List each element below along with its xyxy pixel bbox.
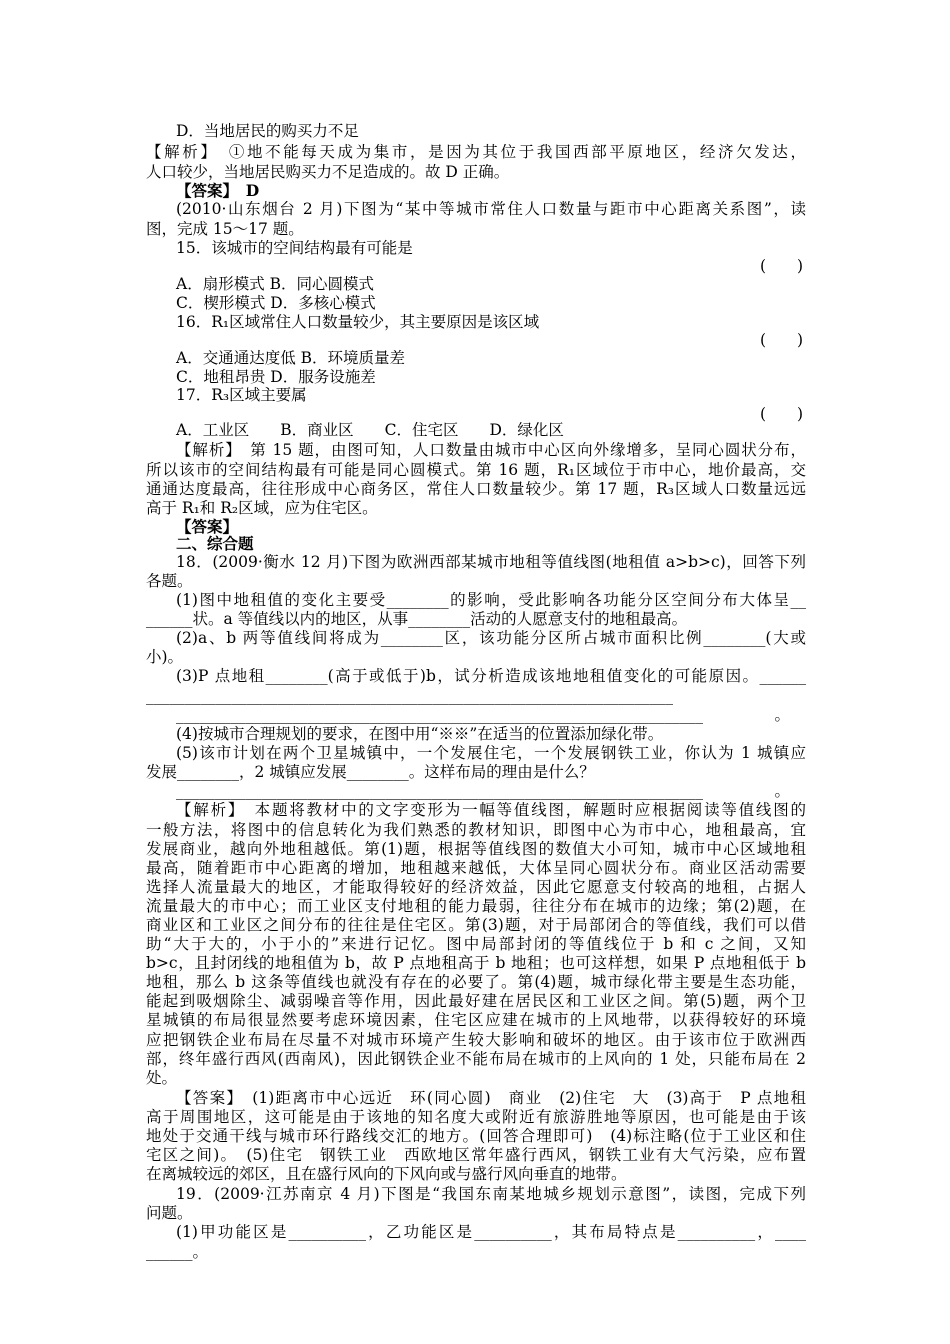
analysis-paragraph: 通通达度最高，往往形成中心商务区，常住人口数量较少。第 17 题，R₃区域人口数量远远 — [146, 480, 806, 498]
analysis-paragraph: 选择人流量最大的地区，才能取得较好的经济效益，因此它愿意支付较高的地租，占据人 — [146, 878, 806, 896]
question-19-1: ______。 — [146, 1243, 209, 1261]
question-18-1: ______状。a 等值线以内的地区，从事________活动的人愿意支付的地租最高。 — [146, 610, 688, 628]
analysis-paragraph: 星城镇的布局很显然要考虑环境因素，住宅区应建在城市的上风地带，以获得较好的环境 — [146, 1011, 806, 1029]
analysis-paragraph: 流量最大的市中心；而工业区支付地租的能力最弱，往往分布在城市的边缘；第(2)题，在 — [146, 897, 806, 915]
analysis-paragraph: 能起到吸烟除尘、减弱噪音等作用，因此最好建在居民区和工业区之间。第(5)题，两个卫 — [146, 992, 806, 1010]
answer-blank: ( ) — [760, 257, 804, 275]
analysis-paragraph: 所以该市的空间结构最有可能是同心圆模式。第 16 题，R₁区域位于市中心，地价最高，交 — [146, 461, 806, 479]
analysis-paragraph: 【解析】 第 15 题，由图可知，人口数量由城市中心区向外缘增多，呈同心圆状分布， — [176, 441, 806, 459]
answer-line-blank: ____________________________________________________________________。 — [176, 782, 790, 800]
answer-paragraph: 【答案】 (1)距离市中心远近 环(同心圆) 商业 (2)住宅 大 (3)高于 P 点地租 — [176, 1089, 806, 1107]
stem-paragraph: 图，完成 15～17 题。 — [146, 220, 304, 238]
question-18: 各题。 — [146, 572, 193, 590]
analysis-paragraph: 地租，那么 b 这条等值线也就没有存在的必要了。第(4)题，城市绿化带主要是生态功能， — [146, 973, 806, 991]
analysis-paragraph: 高于 R₁和 R₂区域，应为住宅区。 — [146, 499, 378, 517]
analysis-paragraph: 【解析】 ①地不能每天成为集市，是因为其位于我国西部平原地区，经济欠发达， — [146, 143, 806, 161]
question-17: 17．R₃区域主要属 — [176, 386, 307, 404]
question-18-1: (1)图中地租值的变化主要受________的影响，受此影响各功能分区空间分布大体呈__ — [176, 591, 806, 609]
analysis-paragraph: 商业区和工业区之间分布的往往是住宅区。第(3)题，对于局部闭合的等值线，我们可以借 — [146, 916, 806, 934]
analysis-paragraph: 应把钢铁企业布局在尽量不对城市环境产生较大影响和破坏的地区。由于该市位于欧洲西 — [146, 1031, 806, 1049]
analysis-paragraph: 助“大于大的，小于小的”来进行记忆。图中局部封闭的等值线位于 b 和 c 之间，又知 — [146, 935, 806, 953]
analysis-paragraph: 人口较少，当地居民购买力不足造成的。故 D 正确。 — [146, 163, 510, 181]
question-18-5: (5)该市计划在两个卫星城镇中，一个发展住宅，一个发展钢铁工业，你认为 1 城镇应 — [176, 744, 806, 762]
analysis-paragraph: 【解析】 本题将教材中的文字变形为一幅等值线图，解题时应根据阅读等值线图的 — [176, 801, 806, 819]
option-d: D．当地居民的购买力不足 — [176, 122, 359, 140]
options-15-ab: A．扇形模式 B．同心圆模式 — [176, 275, 375, 293]
options-16-ab: A．交通通达度低 B．环境质量差 — [176, 349, 406, 367]
analysis-paragraph: 发展商业，越向外地租越低。第(1)题，根据等值线图的数值大小可知，城市中心区域地租 — [146, 840, 806, 858]
analysis-paragraph: 处。 — [146, 1069, 178, 1087]
answer-paragraph: 宅区之间)。 (5)住宅 钢铁工业 西欧地区常年盛行西风，钢铁工业有大气污染，应布置 — [146, 1146, 806, 1164]
question-16: 16．R₁区域常住人口数量较少，其主要原因是该区域 — [176, 313, 540, 331]
analysis-paragraph: 最高，随着距市中心距离的增加，地租越来越低，大体呈同心圆状分布。商业区活动需要 — [146, 859, 806, 877]
analysis-paragraph: 一般方法，将图中的信息转化为我们熟悉的教材知识，即图中心为市中心，地租最高，宜 — [146, 821, 806, 839]
section-heading: 二、综合题 — [176, 534, 254, 553]
answer-line-blank: ____________________________________________________________________ — [146, 687, 673, 705]
answer-blank: ( ) — [760, 331, 804, 349]
answer-paragraph: 在离城较远的郊区，且在盛行风向的下风向或与盛行风向垂直的地带。 — [146, 1165, 627, 1183]
question-18-4: (4)按城市合理规划的要求，在图中用“※※”在适当的位置添加绿化带。 — [176, 725, 664, 743]
question-15: 15．该城市的空间结构最有可能是 — [176, 239, 413, 257]
answer-line: 【答案】 D — [176, 181, 260, 200]
answer-paragraph: 地处于交通干线与城市环行路线交汇的地方。(回答合理即可) (4)标注略(位于工业区和住 — [146, 1127, 806, 1145]
stem-paragraph: (2010·山东烟台 2 月)下图为“某中等城市常住人口数量与距市中心距离关系图”，读 — [176, 200, 806, 218]
question-18-2: (2)a、b 两等值线间将成为________区，该功能分区所占城市面积比例________(大或 — [176, 629, 806, 647]
options-16-cd: C．地租昂贵 D．服务设施差 — [176, 368, 376, 386]
analysis-paragraph: b>c，且封闭线的地租值为 b，故 P 点地租高于 b 地租；也可这样想，如果 P 点地租低于 b — [146, 954, 806, 972]
question-19: 问题。 — [146, 1204, 193, 1222]
options-15-cd: C．楔形模式 D．多核心模式 — [176, 294, 376, 312]
question-18: 18．(2009·衡水 12 月)下图为欧洲西部某城市地租等值线图(地租值 a>b>c)，回答下列 — [176, 553, 806, 571]
question-19: 19．(2009·江苏南京 4 月)下图是“我国东南某地城乡规划示意图”，读图，完成下列 — [176, 1185, 806, 1203]
question-18-5: 发展________，2 城镇应发展________。这样布局的理由是什么？ — [146, 763, 595, 781]
question-18-3: (3)P 点地租________(高于或低于)b，试分析造成该地地租值变化的可能原因。______ — [176, 667, 806, 685]
answer-line: 【答案】 — [176, 517, 239, 536]
answer-line-blank: ____________________________________________________________________。 — [176, 706, 790, 724]
options-17: A．工业区 B．商业区 C．住宅区 D．绿化区 — [176, 421, 564, 439]
answer-blank: ( ) — [760, 405, 804, 423]
question-18-2: 小)。 — [146, 648, 184, 666]
analysis-paragraph: 部，终年盛行西风(西南风)，因此钢铁企业不能布局在城市的上风向的 1 处，只能布局在 2 — [146, 1050, 806, 1068]
question-19-1: (1)甲功能区是__________，乙功能区是__________，其布局特点是__________，____ — [176, 1223, 806, 1241]
answer-paragraph: 高于周围地区，这可能是由于该地的知名度大或附近有旅游胜地等原因，也可能是由于该 — [146, 1108, 806, 1126]
